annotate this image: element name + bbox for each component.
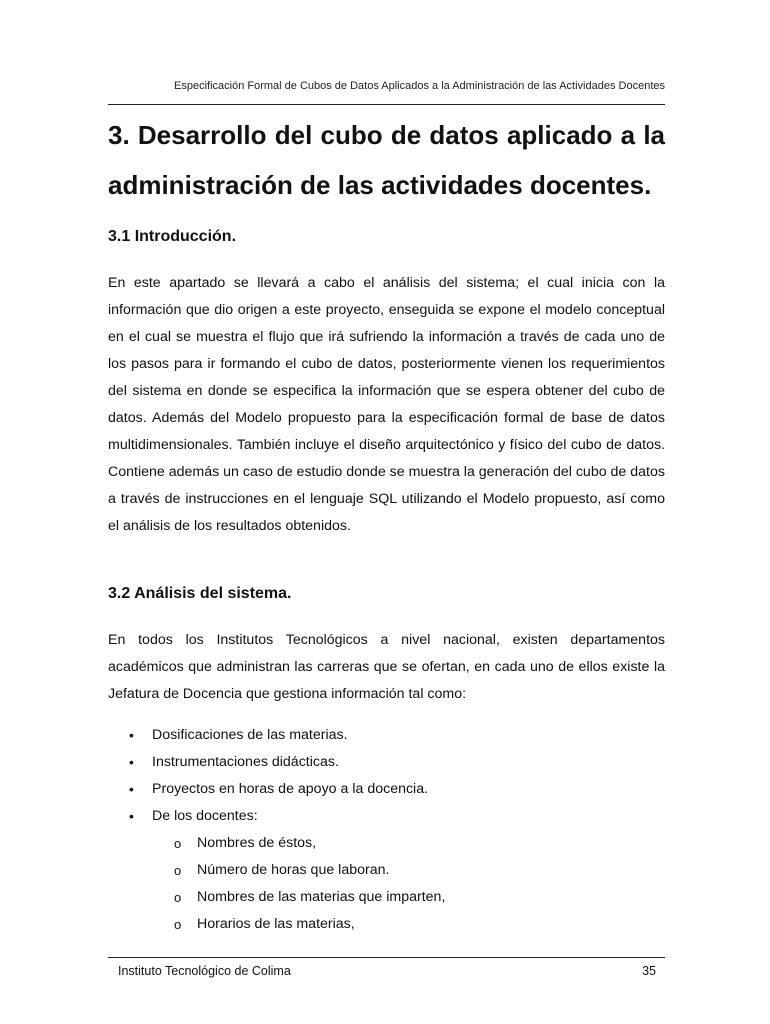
analisis-paragraph: En todos los Institutos Tecnológicos a nivel nacional, existen departamentos académicos que administran las carreras que se ofertan, en cada uno de ellos existe la Jefatura de Docencia que gestiona información tal como: (108, 632, 665, 702)
list-item (108, 776, 665, 803)
page-number: 35 (642, 964, 656, 978)
sub-list-item-text: Nombres de éstos, (197, 835, 317, 851)
list-item (108, 749, 665, 776)
sub-list (152, 830, 665, 938)
bullet-marker: • (129, 808, 134, 824)
chapter-title: 3. Desarrollo del cubo de datos aplicado a la administración de las actividades docentes. (108, 120, 665, 200)
section-heading-introduccion: 3.1 Introducción. (108, 228, 237, 245)
sub-list-item-text: Número de horas que laboran. (197, 862, 390, 878)
bullet-marker: • (129, 754, 134, 770)
sub-bullet-marker: o (174, 890, 182, 905)
section-heading-analisis: 3.2 Análisis del sistema. (108, 585, 292, 602)
introduccion-paragraph: En este apartado se llevará a cabo el análisis del sistema; el cual inicia con la información que dio origen a este proyecto, enseguida se expone el modelo conceptual en el cual se muestra el flujo que irá sufriendo la información a través de cada uno de los pasos para ir formando el cubo de datos, posteriormente vienen los requerimientos del sistema en donde se especifica la información que se espera obtener del cubo de datos. Además del Modelo propuesto para la especificación formal de base de datos multidimensionales. También incluye el diseño arquitectónico y físico del cubo de datos. Contiene además un caso de estudio donde se muestra la generación del cubo de datos a través de instrucciones en el lenguaje SQL utilizando el Modelo propuesto, así como el análisis de los resultados obtenidos. (108, 275, 665, 534)
sub-list-item (152, 884, 665, 911)
list-item-text: De los docentes: (152, 808, 258, 824)
sub-list-item (152, 830, 665, 857)
sub-bullet-marker: o (174, 917, 182, 932)
list-item (108, 722, 665, 749)
bullet-marker: • (129, 781, 134, 797)
sub-list-item-text: Nombres de las materias que imparten, (197, 889, 446, 905)
footer-divider (108, 957, 665, 958)
list-item-text: Dosificaciones de las materias. (152, 727, 348, 743)
bullet-marker: • (129, 727, 134, 743)
list-item (108, 803, 665, 938)
header-divider (108, 104, 665, 105)
sub-bullet-marker: o (174, 863, 182, 878)
bullet-list (108, 722, 665, 938)
list-item-text: Proyectos en horas de apoyo a la docencia. (152, 781, 429, 797)
sub-bullet-marker: o (174, 836, 182, 851)
sub-list-item (152, 911, 665, 938)
list-item-text: Instrumentaciones didácticas. (152, 754, 339, 770)
sub-list-item (152, 857, 665, 884)
sub-list-item-text: Horarios de las materias, (197, 916, 355, 932)
running-header: Especificación Formal de Cubos de Datos Aplicados a la Administración de las Actividades Docentes (174, 80, 665, 92)
footer-institution: Instituto Tecnológico de Colima (118, 964, 291, 978)
